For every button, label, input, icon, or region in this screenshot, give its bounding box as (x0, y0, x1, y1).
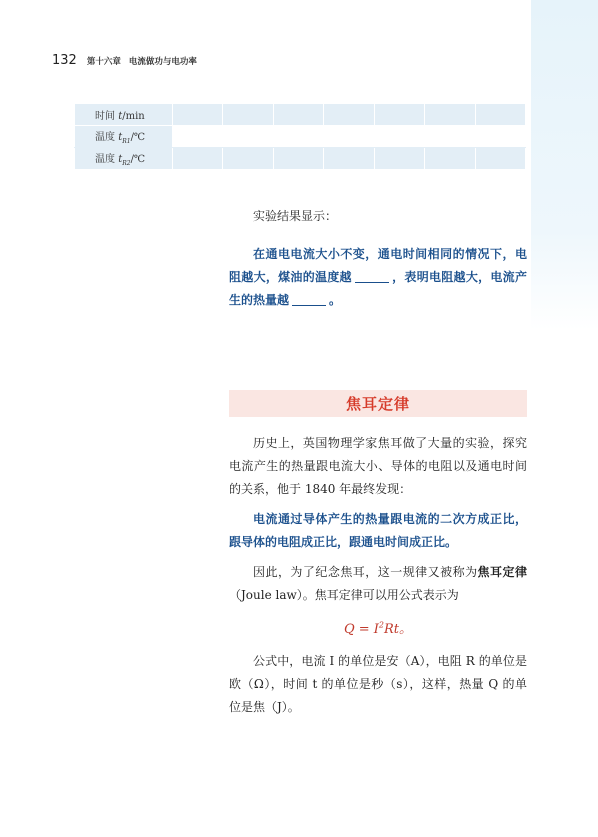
law-statement: 电流通过导体产生的热量跟电流的二次方成正比，跟导体的电阻成正比，跟通电时间成正比。 (229, 512, 527, 549)
law-term: 焦耳定律 (477, 565, 527, 579)
page-header (52, 53, 197, 73)
units-paragraph: 公式中，电流 I 的单位是安（A），电阻 R 的单位是欧（Ω），时间 t 的单位是秒（s），这样，热量 Q 的单位是焦（J）。 (229, 654, 527, 714)
table-row (75, 148, 526, 170)
history-paragraph: 历史上，英国物理学家焦耳做了大量的实验，探究电流产生的热量跟电流大小、导体的电阻以及通电时间的关系，他于 1840 年最终发现： (229, 436, 527, 496)
blank-1 (355, 282, 389, 283)
naming-paragraph: 因此，为了纪念焦耳，这一规律又被称为焦耳定律（Joule law）。焦耳定律可以用公式表示为 (229, 565, 527, 602)
joule-formula: $Q = I^2Rt$。 (343, 620, 413, 637)
section-title: 焦耳定律 (345, 395, 410, 413)
result-intro: 实验结果显示： (253, 209, 338, 223)
blank-2 (292, 305, 326, 306)
result-statement: 在通电电流大小不变，通电时间相同的情况下，电阻越大，煤油的温度越 ，表明电阻越大，电流产生的热量越 。 (229, 247, 527, 307)
table-row (75, 126, 526, 148)
section-heading-bar (229, 390, 527, 417)
chapter-title: 电流做功与电功率 (128, 57, 197, 67)
row-header-temp-r2: 温度 $t_{R2}/℃$ (75, 148, 173, 170)
table-row (75, 104, 526, 126)
row-header-time: 时间 t/min (75, 104, 173, 126)
side-decoration (531, 0, 598, 330)
data-table (74, 103, 526, 170)
chapter-label: 第十六章 (86, 57, 121, 67)
row-header-temp-r1: 温度 $t_{R1}/℃$ (75, 126, 173, 148)
page-number: 132 (52, 53, 77, 68)
